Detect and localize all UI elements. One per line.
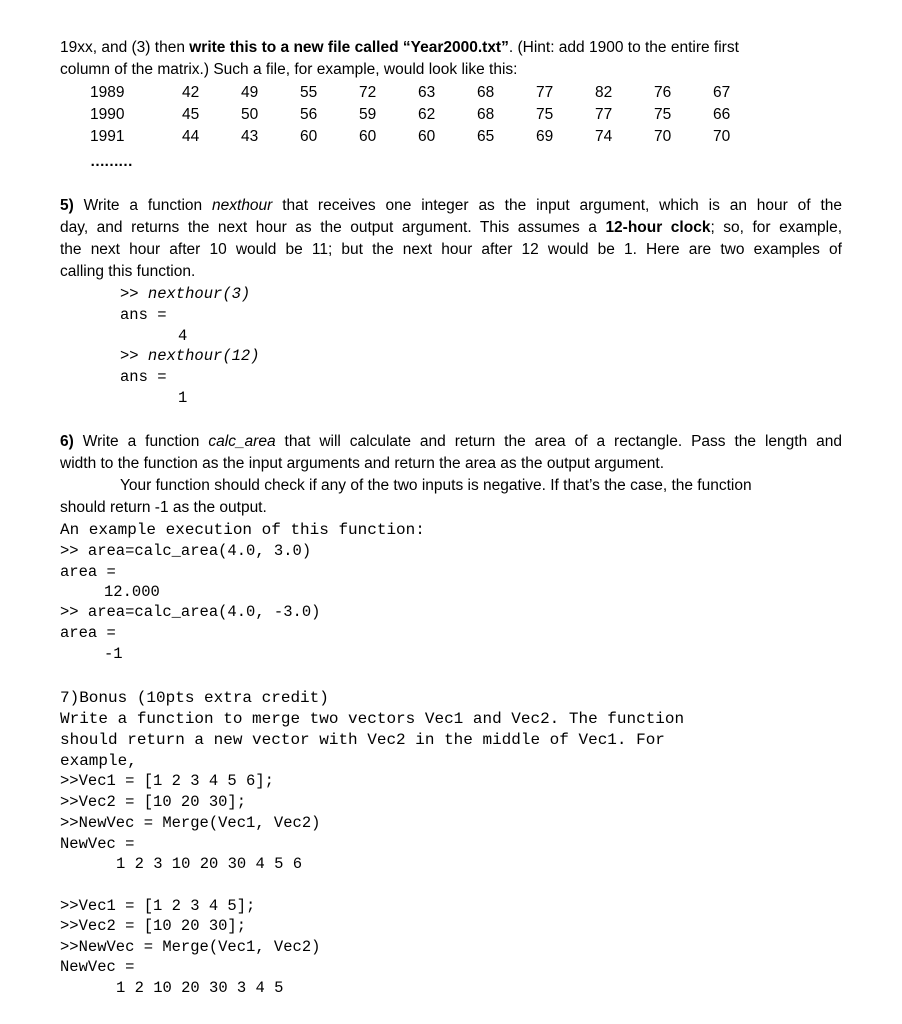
q6-example-1-label: area = — [60, 563, 116, 581]
matrix-cell: 44 — [182, 128, 200, 145]
matrix-cell: 68 — [477, 106, 495, 123]
year-matrix-table — [90, 82, 753, 148]
q5-line-1: 5) Write a function nexthour that receives one integer as the input argument, which is an hour of the — [60, 197, 843, 214]
matrix-cell: 70 — [713, 128, 731, 145]
matrix-cell: 75 — [654, 106, 672, 123]
q6-example-1-value: 12.000 — [104, 583, 160, 601]
q5-line-3: the next hour after 10 would be 11; but the next hour after 12 would be 1. Here are two examples of — [60, 241, 842, 258]
q6-example-2-value: -1 — [104, 645, 123, 663]
matrix-cell: 68 — [477, 84, 495, 101]
matrix-cell: 77 — [536, 84, 554, 101]
matrix-cell: 56 — [300, 106, 318, 123]
q7-ex2-result: 1 2 10 20 30 3 4 5 — [116, 979, 284, 997]
q7-ex2-label: NewVec = — [60, 958, 135, 976]
matrix-row — [90, 104, 753, 126]
matrix-row — [90, 82, 753, 104]
q5-example-1-ans-label: ans = — [120, 306, 167, 324]
matrix-cell: 59 — [359, 106, 377, 123]
matrix-cell: 42 — [182, 84, 200, 101]
matrix-cell: 60 — [418, 128, 436, 145]
matrix-cell: 74 — [595, 128, 613, 145]
matrix-cell: 55 — [300, 84, 318, 101]
q6-example-1-call: >> area=calc_area(4.0, 3.0) — [60, 542, 312, 560]
ellipsis-continuation: ……… — [90, 153, 132, 170]
q6-line-2: width to the function as the input arguments and return the area as the output argument. — [60, 455, 665, 472]
intro-line-2: column of the matrix.) Such a file, for example, would look like this: — [60, 61, 518, 78]
matrix-cell: 72 — [359, 84, 377, 101]
q6-example-2-call: >> area=calc_area(4.0, -3.0) — [60, 603, 321, 621]
matrix-cell: 75 — [536, 106, 554, 123]
matrix-cell: 77 — [595, 106, 613, 123]
q5-example-2-value: 1 — [178, 389, 188, 407]
matrix-cell: 60 — [300, 128, 318, 145]
q7-ex1-vec1: >>Vec1 = [1 2 3 4 5 6]; — [60, 772, 274, 790]
q7-ex1-label: NewVec = — [60, 835, 135, 853]
matrix-cell: 69 — [536, 128, 554, 145]
matrix-cell: 1990 — [90, 106, 125, 123]
matrix-cell: 1991 — [90, 128, 125, 145]
matrix-cell: 70 — [654, 128, 672, 145]
q7-ex2-vec1: >>Vec1 = [1 2 3 4 5]; — [60, 897, 256, 915]
q6-example-intro: An example execution of this function: — [60, 521, 425, 539]
matrix-cell: 1989 — [90, 84, 125, 101]
q7-line-3: example, — [60, 752, 137, 770]
q6-line-1: 6) Write a function calc_area that will calculate and return the area of a rectangle. Pass the length and — [60, 433, 843, 450]
matrix-cell: 67 — [713, 84, 731, 101]
q7-ex1-call: >>NewVec = Merge(Vec1, Vec2) — [60, 814, 321, 832]
matrix-cell: 82 — [595, 84, 613, 101]
matrix-cell: 45 — [182, 106, 200, 123]
q6-line-4: should return -1 as the output. — [60, 499, 267, 516]
matrix-cell: 60 — [359, 128, 377, 145]
q7-line-2: should return a new vector with Vec2 in the middle of Vec1. For — [60, 731, 665, 749]
matrix-cell: 49 — [241, 84, 259, 101]
matrix-cell: 50 — [241, 106, 259, 123]
q5-example-1-value: 4 — [178, 327, 188, 345]
q7-title: 7)Bonus (10pts extra credit) — [60, 689, 329, 707]
q7-ex2-vec2: >>Vec2 = [10 20 30]; — [60, 917, 247, 935]
q6-example-2-label: area = — [60, 624, 116, 642]
intro-line-1: 19xx, and (3) then write this to a new file called “Year2000.txt”. (Hint: add 1900 to the entire first — [60, 39, 739, 56]
q5-example-1-prompt: >> nexthour(3) — [120, 285, 251, 303]
q7-ex1-vec2: >>Vec2 = [10 20 30]; — [60, 793, 247, 811]
q5-line-2: day, and returns the next hour as the output argument. This assumes a 12-hour clock; so, for example, — [60, 219, 843, 236]
q7-line-1: Write a function to merge two vectors Vec1 and Vec2. The function — [60, 710, 685, 728]
matrix-cell: 43 — [241, 128, 259, 145]
matrix-cell: 65 — [477, 128, 495, 145]
matrix-cell: 63 — [418, 84, 436, 101]
matrix-row — [90, 126, 753, 148]
q6-line-3: Your function should check if any of the two inputs is negative. If that’s the case, the function — [120, 477, 752, 494]
matrix-cell: 66 — [713, 106, 731, 123]
matrix-cell: 76 — [654, 84, 672, 101]
q5-line-4: calling this function. — [60, 263, 196, 280]
q7-ex2-call: >>NewVec = Merge(Vec1, Vec2) — [60, 938, 321, 956]
q7-ex1-result: 1 2 3 10 20 30 4 5 6 — [116, 855, 303, 873]
q5-example-2-ans-label: ans = — [120, 368, 167, 386]
matrix-cell: 62 — [418, 106, 436, 123]
q5-example-2-prompt: >> nexthour(12) — [120, 347, 260, 365]
